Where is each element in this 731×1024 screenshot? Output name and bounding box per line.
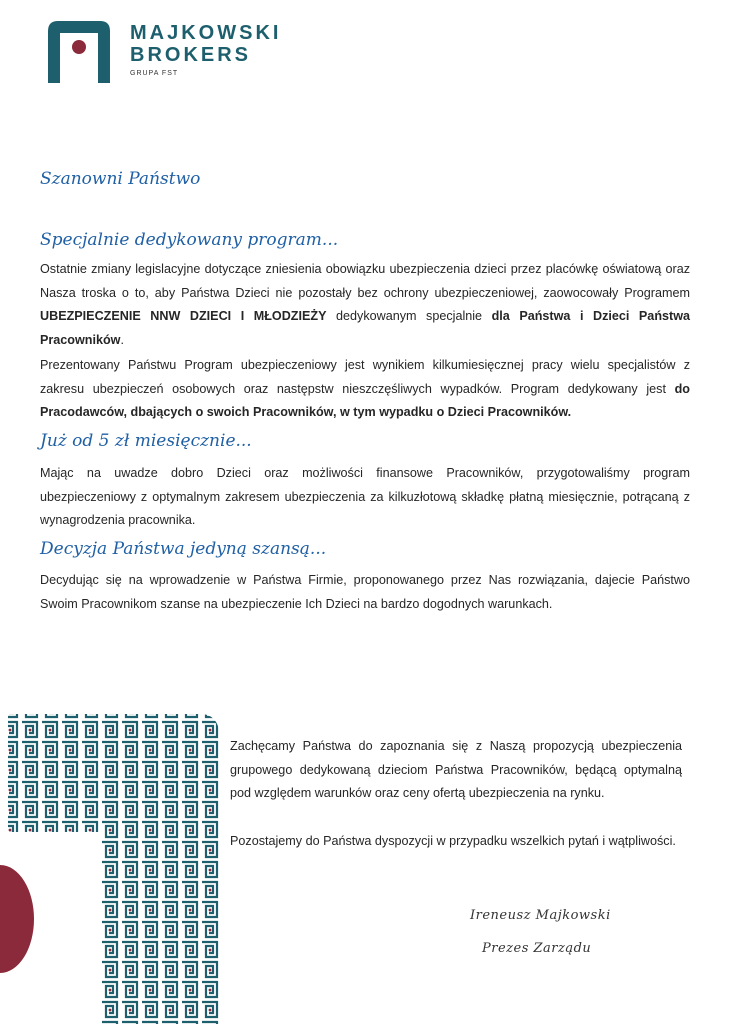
section-heading: Specjalnie dedykowany program... <box>40 230 339 250</box>
closing-paragraph: Pozostajemy do Państwa dyspozycji w przypadku wszelkich pytań i wątpliwości. <box>230 834 676 848</box>
paragraph: Ostatnie zmiany legislacyjne dotyczące zniesienia obowiązku ubezpieczenia dzieci przez placówkę oświatową oraz Nasza troska o to, aby Państwa Dzieci nie pozostały bez ochrony ubezpieczeniowej, zaowocowały Programem UBEZPIECZENIE NNW DZIECI I MŁODZIEŻY dedykowanym specjalnie dla Państwa i Dzieci Państwa Pracowników. <box>40 262 691 347</box>
closing-paragraph: Zachęcamy Państwa do zapoznania się z Naszą propozycją ubezpieczenia grupowego dedykowaną dzieciom Państwa Pracowników, będącą optymalną pod względem warunków oraz ceny ofertą ubezpieczenia na rynku. <box>230 739 682 800</box>
logo-mark-icon <box>44 17 114 85</box>
paragraph: Decydując się na wprowadzenie w Państwa Firmie, proponowanego przez Nas rozwiązania, dajecie Państwo Swoim Pracownikom szanse na ubezpieczenie Ich Dzieci na bardzo dogodnych warunkach. <box>40 573 690 611</box>
section-heading: Już od 5 zł miesięcznie... <box>40 431 252 451</box>
signature-name: Ireneusz Majkowski <box>470 908 611 923</box>
section-heading: Decyzja Państwa jedyną szansą... <box>40 539 327 559</box>
logo-subtitle: GRUPA FST <box>130 70 179 77</box>
decorative-pattern <box>0 700 232 1024</box>
greeting: Szanowni Państwo <box>40 169 201 189</box>
paragraph: Mając na uwadze dobro Dzieci oraz możliwości finansowe Pracowników, przygotowaliśmy program ubezpieczeniowy z optymalnym zakresem ubezpieczenia za kilkuzłotową składkę płatną miesięcznie, potrącaną z wynagrodzenia pracownika. <box>40 466 690 527</box>
company-logo <box>44 17 334 87</box>
logo-name-line1: MAJKOWSKI <box>130 22 282 44</box>
logo-name-line2: BROKERS <box>130 44 252 66</box>
paragraph: Prezentowany Państwu Program ubezpieczeniowy jest wynikiem kilkumiesięcznej pracy wielu specjalistów z zakresu ubezpieczeń osobowych oraz następstw nieszczęśliwych wypadków. Program dedykowany jest do Pracodawców, dbających o swoich Pracowników, w tym wypadku o Dzieci Pracowników. <box>40 358 690 419</box>
signature-title: Prezes Zarządu <box>482 941 592 956</box>
